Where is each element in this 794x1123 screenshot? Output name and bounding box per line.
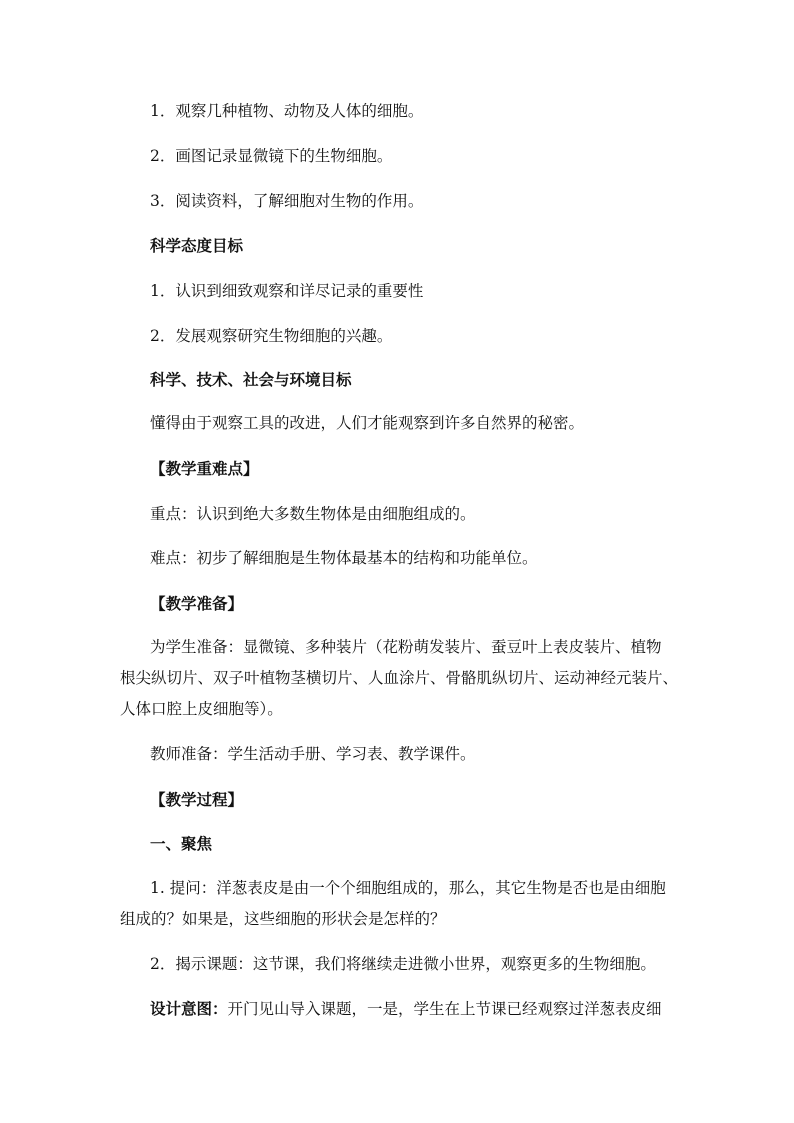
focus-item-2: 2．揭示课题：这节课，我们将继续走进微小世界，观察更多的生物细胞。 — [150, 955, 656, 973]
section-heading-sts: 科学、技术、社会与环境目标 — [150, 370, 352, 389]
student-prep-line-3: 人体口腔上皮细胞等）。 — [120, 700, 283, 718]
student-prep-line-2: 根尖纵切片、双子叶植物茎横切片、人血涂片、骨骼肌纵切片、运动神经元装片、 — [120, 669, 679, 687]
difficult-point-text: 难点：初步了解细胞是生物体最基本的结构和功能单位。 — [150, 549, 538, 567]
attitude-item-2: 2．发展观察研究生物细胞的兴趣。 — [150, 327, 393, 345]
section-heading-preparation: 【教学准备】 — [150, 594, 244, 613]
sts-text: 懂得由于观察工具的改进，人们才能观察到许多自然界的秘密。 — [150, 414, 585, 432]
design-intent-label: 设计意图： — [150, 999, 228, 1018]
focus-item-1-line-2: 组成的？如果是，这些细胞的形状会是怎样的？ — [120, 910, 446, 928]
section-heading-attitude: 科学态度目标 — [150, 236, 244, 255]
design-intent-text: 开门见山导入课题，一是，学生在上节课已经观察过洋葱表皮细 — [227, 1000, 662, 1018]
design-intent-paragraph — [150, 999, 662, 1019]
section-heading-key-points: 【教学重难点】 — [150, 459, 259, 478]
attitude-item-1: 1．认识到细致观察和详尽记录的重要性 — [150, 282, 424, 300]
section-heading-process: 【教学过程】 — [150, 790, 244, 809]
key-point-text: 重点：认识到绝大多数生物体是由细胞组成的。 — [150, 505, 476, 523]
teacher-prep-text: 教师准备：学生活动手册、学习表、教学课件。 — [150, 745, 476, 763]
objective-item-3: 3．阅读资料，了解细胞对生物的作用。 — [150, 192, 424, 210]
objective-item-2: 2．画图记录显微镜下的生物细胞。 — [150, 147, 393, 165]
subsection-heading-focus: 一、聚焦 — [150, 834, 213, 853]
focus-item-1-line-1: 1. 提问：洋葱表皮是由一个个细胞组成的，那么，其它生物是否也是由细胞 — [150, 879, 666, 897]
objective-item-1: 1．观察几种植物、动物及人体的细胞。 — [150, 102, 424, 120]
student-prep-line-1: 为学生准备：显微镜、多种装片（花粉萌发装片、蚕豆叶上表皮装片、植物 — [150, 638, 662, 656]
